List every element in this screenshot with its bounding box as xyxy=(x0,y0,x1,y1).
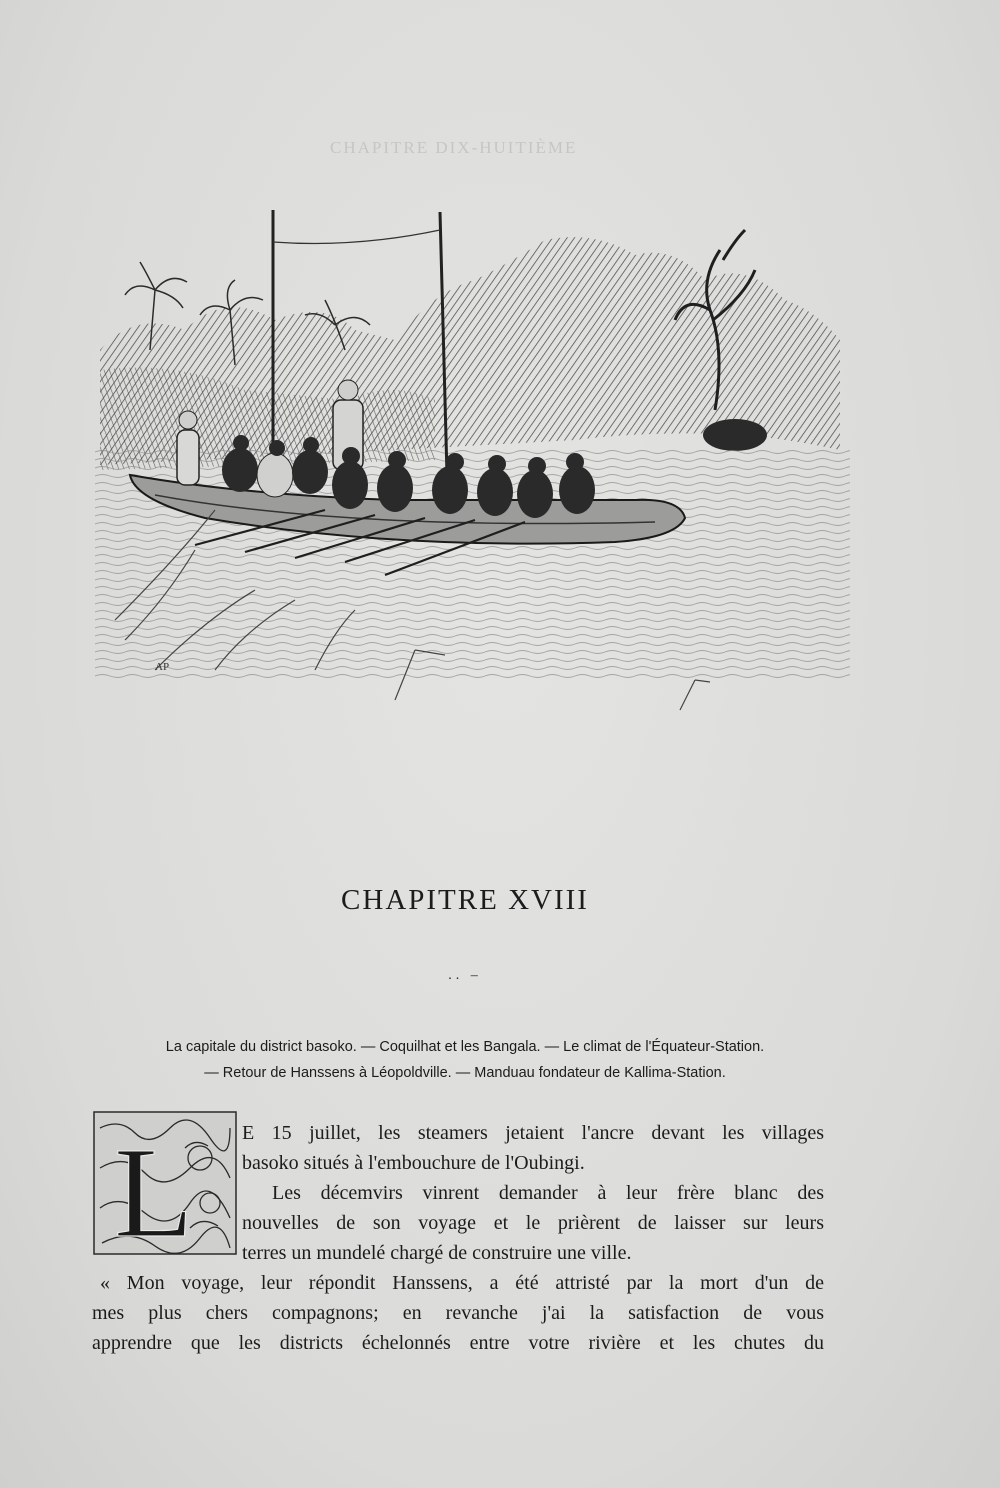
ornate-dropcap xyxy=(90,1108,240,1258)
dropcap-letter: L xyxy=(114,1121,194,1258)
summary-line: — Retour de Hanssens à Léopoldville. — Manduau fondateur de Kallima-Station. xyxy=(204,1065,726,1081)
canoe-engraving xyxy=(95,200,850,720)
bleed-through-header: CHAPITRE DIX-HUITIÈME xyxy=(330,138,578,157)
chapter-title: CHAPITRE XVIII xyxy=(341,884,589,916)
body-line: basoko situés à l'embouchure de l'Oubingi. xyxy=(242,1152,585,1174)
artist-signature: AP xyxy=(155,661,170,673)
body-line: « Mon voyage, leur répondit Hanssens, a été attristé par la mort d'un de xyxy=(100,1272,824,1294)
body-line: nouvelles de son voyage et le prièrent de laisser sur leurs xyxy=(242,1212,824,1234)
body-line: terres un mundelé chargé de construire une ville. xyxy=(242,1242,632,1264)
body-line: apprendre que les districts échelonnés entre votre rivière et les chutes du xyxy=(92,1332,824,1354)
body-line: Les décemvirs vinrent demander à leur frère blanc des xyxy=(272,1182,824,1204)
chapter-ornament: .. – xyxy=(448,968,482,983)
body-line: mes plus chers compagnons; en revanche j'ai la satisfaction de vous xyxy=(92,1302,824,1324)
summary-line: La capitale du district basoko. — Coquilhat et les Bangala. — Le climat de l'Équateur-Station. xyxy=(165,1039,765,1055)
chapter-summary xyxy=(90,1034,840,1086)
body-line: E 15 juillet, les steamers jetaient l'ancre devant les villages xyxy=(242,1122,824,1144)
